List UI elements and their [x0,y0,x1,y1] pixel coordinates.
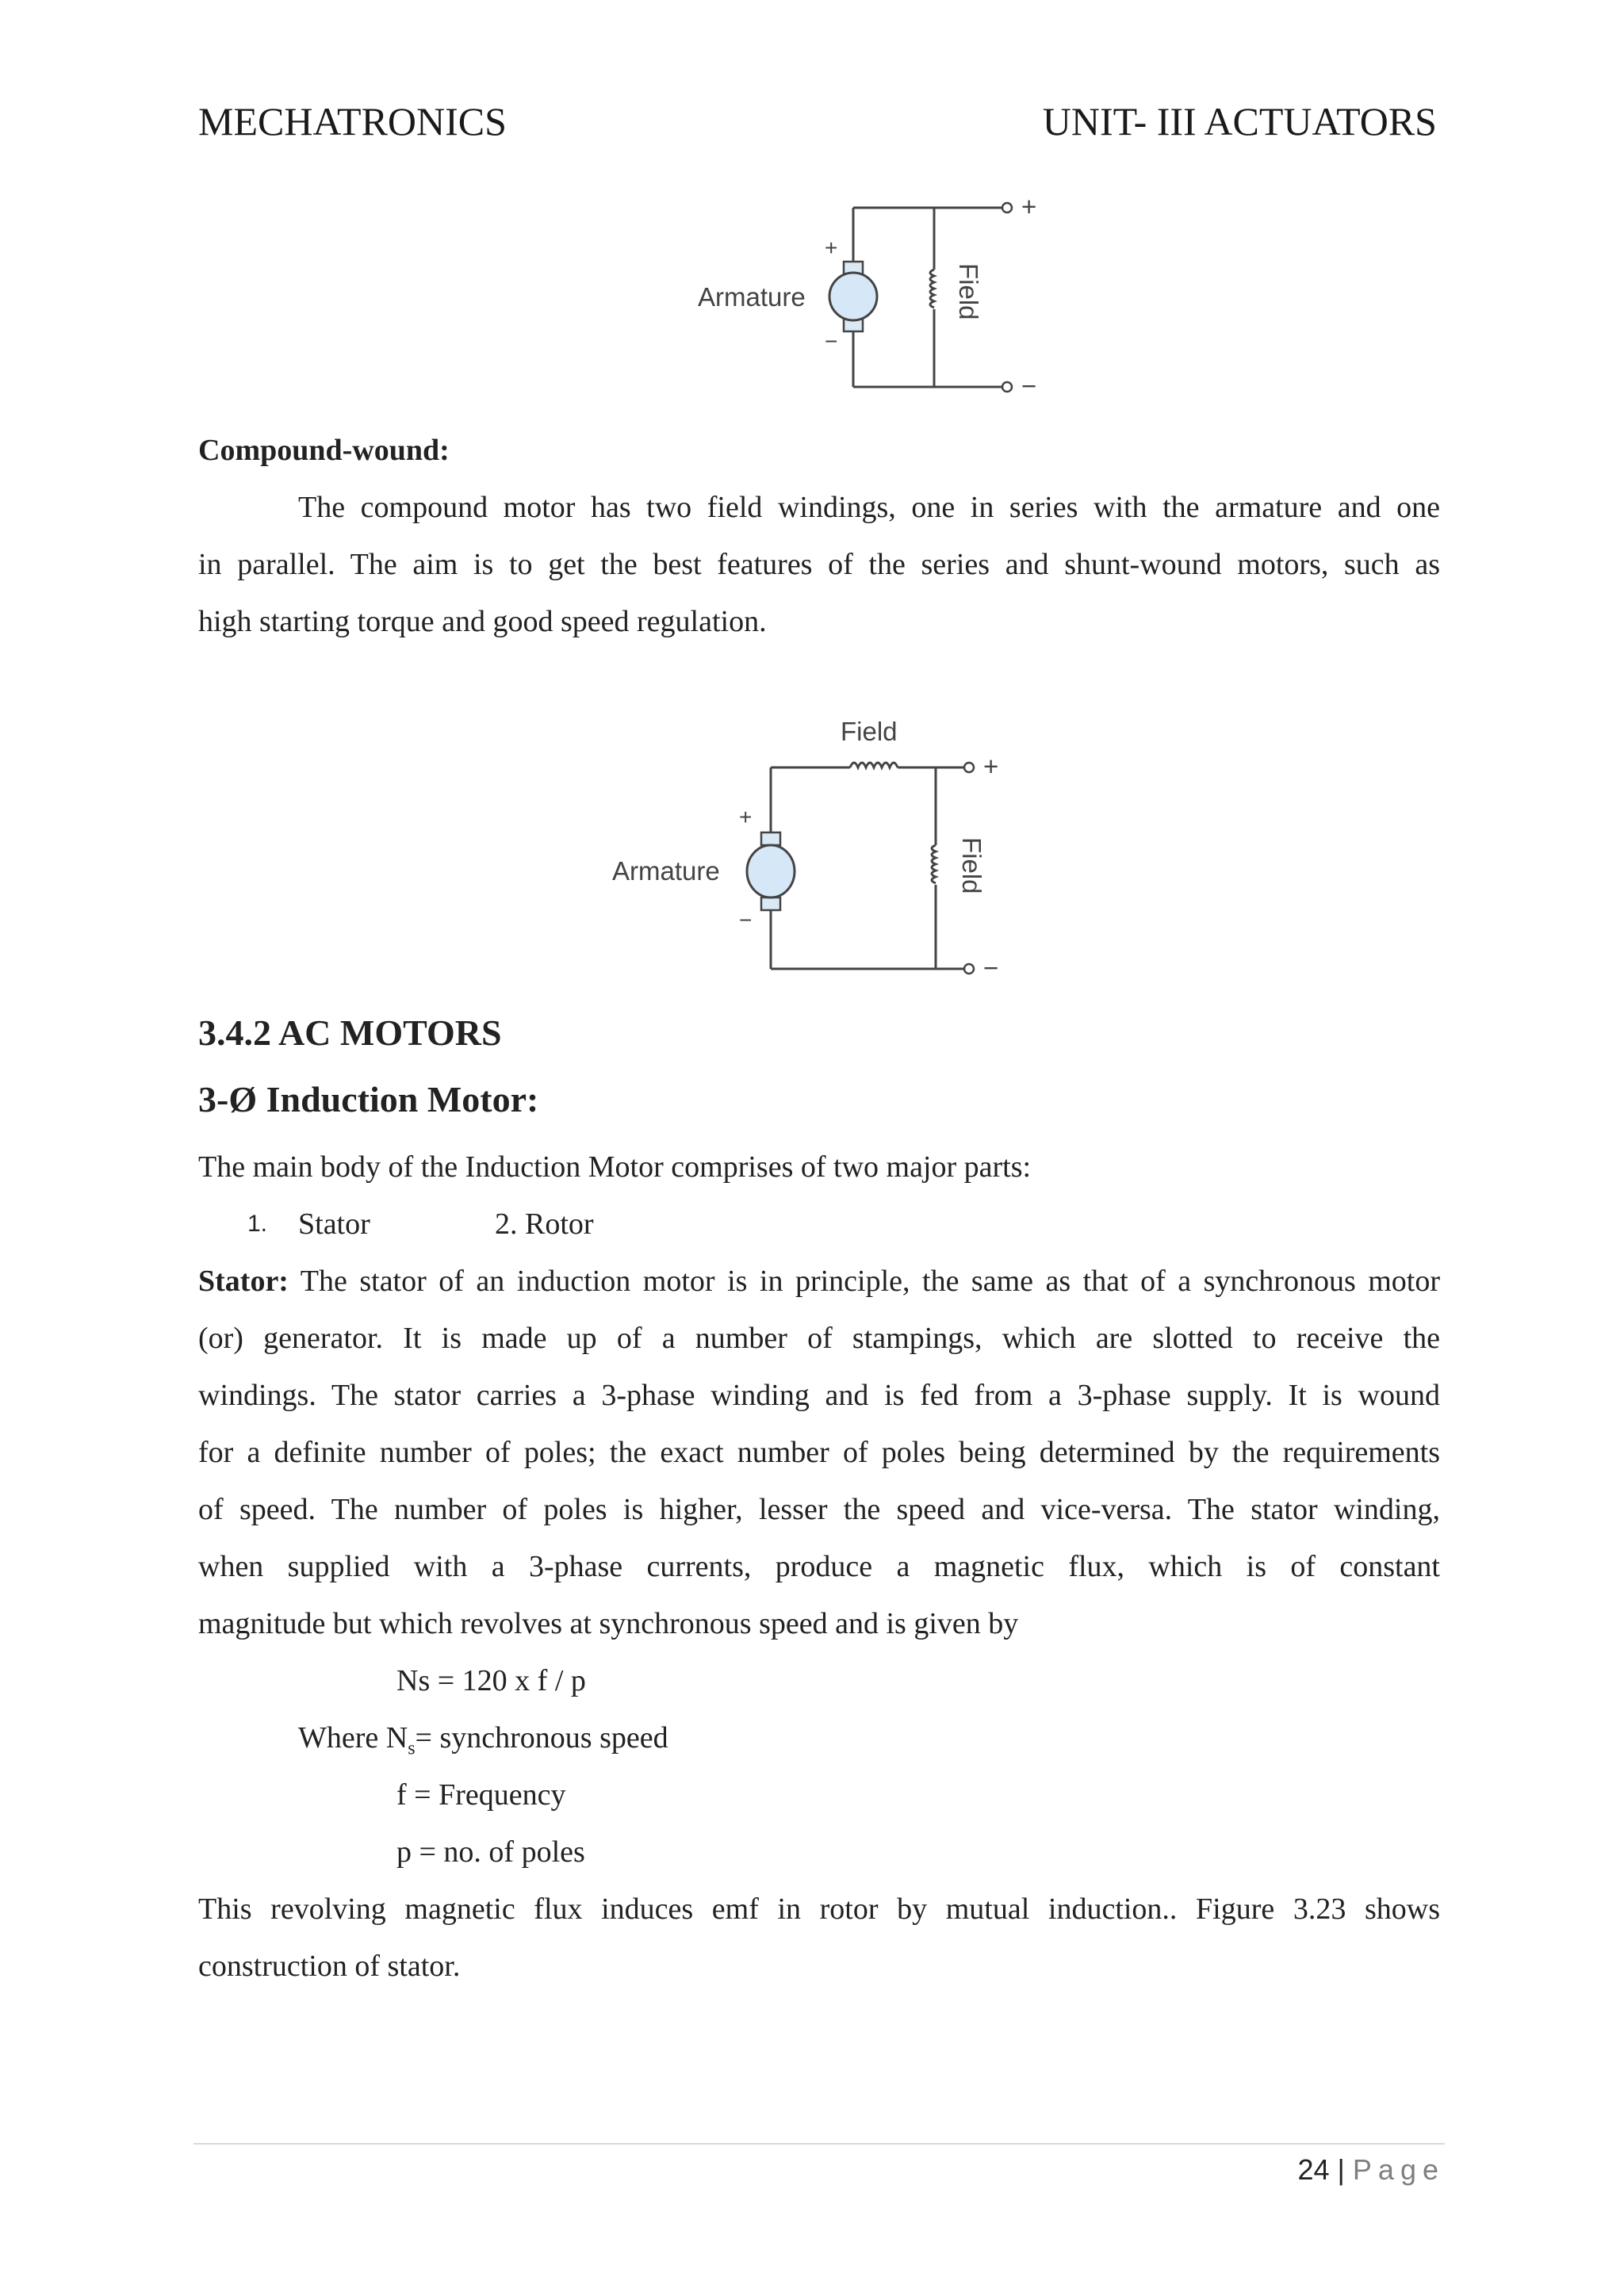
armature-minus-sign: − [739,908,753,932]
page-word: Page [1352,2153,1445,2186]
stator-line-1-text: The stator of an induction motor is in principle, the same as that of a synchronous motor [288,1265,1440,1298]
terminal-plus-sign: + [983,752,999,781]
stator-line-2: (or) generator. It is made up of a number of stampings, which are slotted to receive the [198,1322,1440,1355]
armature-plus-sign: + [739,805,753,829]
series-field-coil-icon [850,763,898,767]
armature-icon [747,845,795,897]
list-item-stator: Stator [298,1207,370,1241]
synchronous-speed-formula: Ns = 120 x f / p [396,1664,586,1697]
stator-line-6: when supplied with a 3-phase currents, produce a magnetic flux, which is of constant [198,1550,1440,1583]
footer-separator: | [1337,2153,1345,2186]
list-number-1: 1. [247,1211,268,1237]
shunt-motor-diagram [682,190,1047,404]
compound-motor-diagram [603,706,1047,999]
stator-line-5: of speed. The number of poles is higher, lesser the speed and vice-versa. The stator winding, [198,1493,1440,1526]
series-field-label: Field [841,717,898,746]
armature-brush-bottom-icon [761,897,780,910]
page-number: 24 [1297,2153,1330,2186]
where-prefix: Where N [298,1721,408,1755]
stator-line-3: windings. The stator carries a 3-phase winding and is fed from a 3-phase supply. It is wound [198,1379,1440,1412]
terminal-minus-icon [1002,382,1012,392]
armature-label: Armature [612,856,720,886]
footer-divider [193,2143,1445,2145]
armature-label: Armature [698,282,806,312]
poles-definition: p = no. of poles [396,1835,585,1869]
stator-line-4: for a definite number of poles; the exact number of poles being determined by the requirements [198,1436,1440,1469]
compound-line-2: in parallel. The aim is to get the best features of the series and shunt-wound motors, such as [198,548,1440,581]
field-coil-icon [930,270,934,308]
field-label: Field [954,263,983,320]
shunt-field-coil-icon [932,845,936,883]
frequency-definition: f = Frequency [396,1778,566,1812]
section-intro: The main body of the Induction Motor comprises of two major parts: [198,1150,1032,1184]
page-footer [1297,2153,1445,2187]
armature-icon [829,273,877,320]
stator-line-7: magnitude but which revolves at synchronous speed and is given by [198,1607,1019,1640]
terminal-plus-icon [1002,203,1012,212]
terminal-minus-icon [964,964,974,974]
where-suffix: = synchronous speed [415,1721,668,1755]
closing-line-1: This revolving magnetic flux induces emf in rotor by mutual induction.. Figure 3.23 shows [198,1892,1440,1926]
compound-line-1: The compound motor has two field windings, one in series with the armature and one [298,491,1440,524]
compound-line-3: high starting torque and good speed regulation. [198,605,767,638]
section-title: 3.4.2 AC MOTORS [198,1012,502,1053]
terminal-plus-icon [964,763,974,772]
header-left: MECHATRONICS [198,99,507,144]
where-subscript: s [408,1738,416,1759]
compound-heading: Compound-wound: [198,434,450,467]
header-right: UNIT- III ACTUATORS [1042,99,1437,144]
armature-brush-top-icon [761,832,780,845]
terminal-plus-sign: + [1021,192,1037,221]
terminal-minus-sign: − [983,953,999,982]
list-item-rotor: 2. Rotor [495,1207,594,1241]
stator-line-1 [198,1253,1440,1310]
section-subtitle: 3-Ø Induction Motor: [198,1079,539,1119]
terminal-minus-sign: − [1021,371,1037,400]
shunt-field-label: Field [957,837,986,894]
armature-plus-sign: + [825,235,838,260]
armature-minus-sign: − [825,329,838,354]
closing-line-2: construction of stator. [198,1950,461,1983]
stator-label: Stator: [198,1265,289,1298]
